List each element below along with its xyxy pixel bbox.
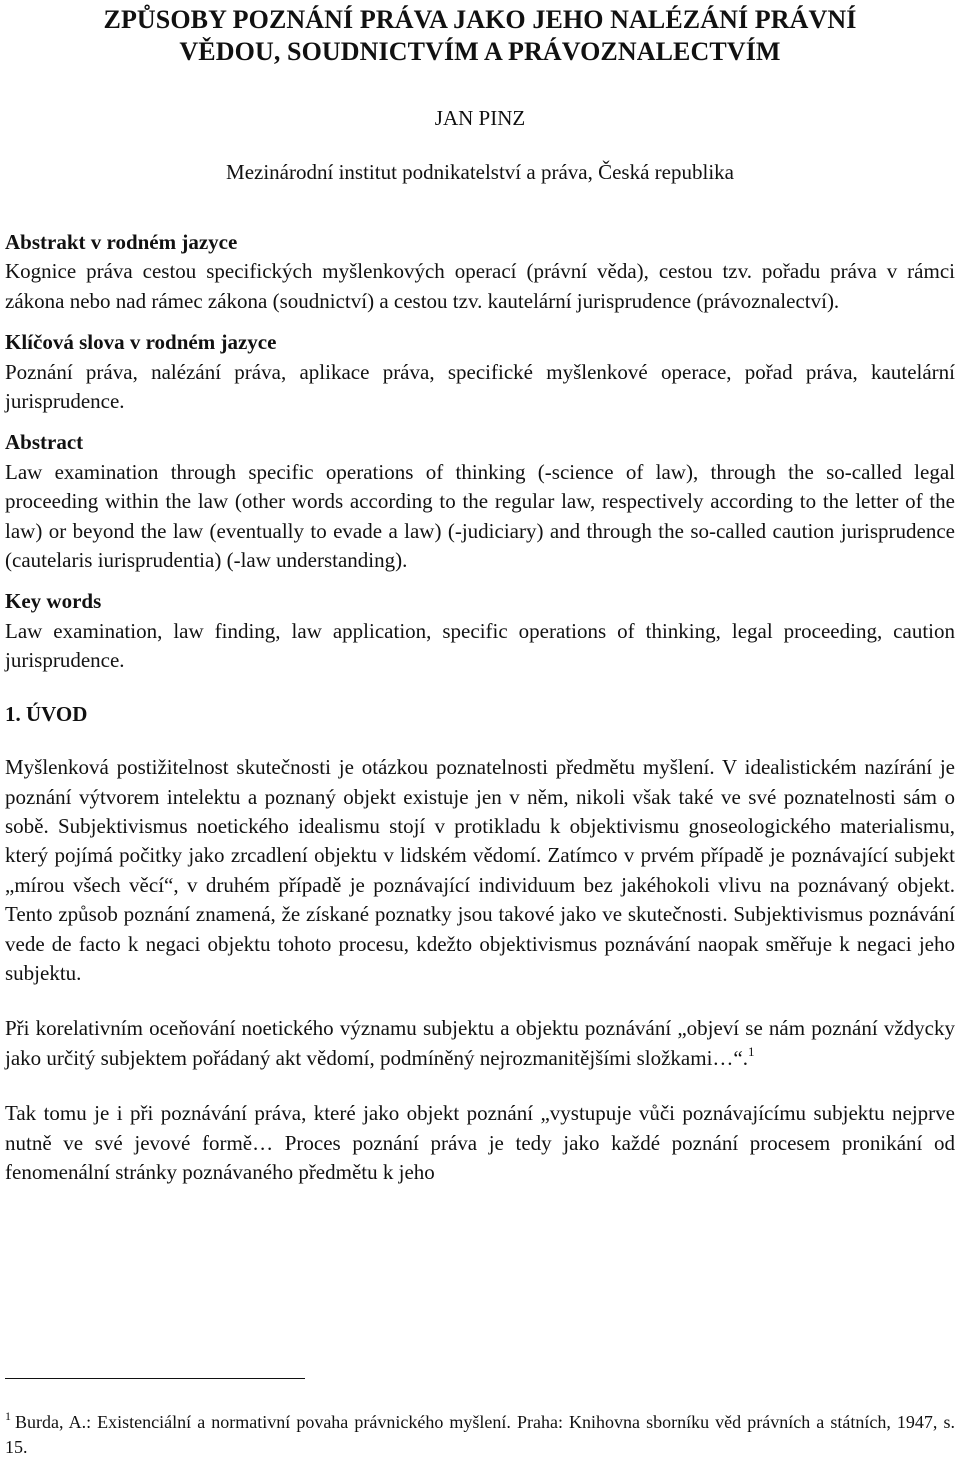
- footnote-ref-1[interactable]: 1: [748, 1043, 755, 1059]
- keywords-en-heading: Key words: [5, 589, 102, 614]
- abstract-cz-heading: Abstrakt v rodném jazyce: [5, 230, 238, 254]
- body-paragraph-2: [5, 1014, 955, 1073]
- author-affiliation: Mezinárodní institut podnikatelství a práva, Česká republika: [226, 160, 734, 184]
- footnote-separator: [5, 1378, 305, 1379]
- body-paragraph-2-text: Při korelativním oceňování noetického významu subjektu a objektu poznávání „objeví se nám poznání vždycky jako určitý subjektem pořádaný akt vědomí, podmíněný nejrozmanitějšími složkami…“.: [5, 1016, 955, 1070]
- title-line-1: ZPŮSOBY POZNÁNÍ PRÁVA JAKO JEHO NALÉZÁNÍ PRÁVNÍ: [103, 5, 857, 34]
- body-paragraph-1: Myšlenková postižitelnost skutečnosti je otázkou poznatelnosti předmětu myšlení. V idealistickém nazírání je poznání výtvorem intelektu a poznaný objekt existuje jen v něm, nikoli však také ve své poznatelnosti sám o sobě. Subjektivismus noetického idealismu stojí v protikladu k objektivismu gnoseologického materialismu, který pojímá počitky jako zrcadlení objektu v lidském vědomí. Zatímco v prvém případě je poznávající subjekt „mírou všech věcí“, v druhém případě je poznávající individuum bez jakéhokoli vlivu na poznávaný objekt. Tento způsob poznání znamená, že získané poznatky jsou takové jako ve skutečnosti. Subjektivismus poznávání vede de facto k negaci objektu tohoto procesu, kdežto objektivismus poznávání naopak směřuje k negaci jeho subjektu.: [5, 755, 955, 985]
- footnote-1: [5, 1410, 955, 1460]
- keywords-cz-text: Poznání práva, nalézání práva, aplikace práva, specifické myšlenkové operace, pořad práva, kautelární jurisprudence.: [5, 359, 955, 414]
- keywords-cz-section: [5, 328, 955, 416]
- keywords-en-text: Law examination, law finding, law application, specific operations of thinking, legal proceeding, caution jurisprudence.: [5, 618, 955, 673]
- abstract-cz-section: [5, 228, 955, 316]
- abstract-en-heading: Abstract: [5, 430, 84, 455]
- body-paragraph-3: Tak tomu je i při poznávání práva, které jako objekt poznání „vystupuje vůči poznávajícímu subjektu nejprve nutně ve své jevové formě… Proces poznání práva je tedy jako každé poznání procesem pronikání od fenomenální stránky poznávaného předmětu k jeho: [5, 1101, 955, 1184]
- document-page: [5, 0, 955, 1187]
- abstract-en-section: [5, 428, 955, 575]
- keywords-cz-heading: Klíčová slova v rodném jazyce: [5, 330, 277, 355]
- footnote-number: 1: [5, 1409, 11, 1423]
- author-name: JAN PINZ: [434, 106, 526, 130]
- paper-title: [5, 4, 955, 68]
- section-heading-uvod: 1. ÚVOD: [5, 701, 88, 726]
- footnote-text: Burda, A.: Existenciální a normativní povaha právnického myšlení. Praha: Knihovna sborníku věd právních a státních, 1947, s. 15.: [5, 1412, 955, 1457]
- keywords-en-section: [5, 587, 955, 675]
- title-line-2: VĚDOU, SOUDNICTVÍM A PRÁVOZNALECTVÍM: [179, 37, 781, 66]
- abstract-en-text: Law examination through specific operations of thinking (-science of law), through the so-called legal proceeding within the law (other words according to the regular law, respectively according to the letter of the law) or beyond the law (eventually to evade a law) (-judiciary) and through the so-called caution jurisprudence (cautelaris iurisprudentia) (-law understanding).: [5, 459, 955, 573]
- abstract-cz-text: Kognice práva cestou specifických myšlenkových operací (právní věda), cestou tzv. pořadu práva v rámci zákona nebo nad rámec zákona (soudnictví) a cestou tzv. kautelární jurisprudence (právoznalectví).: [5, 259, 955, 313]
